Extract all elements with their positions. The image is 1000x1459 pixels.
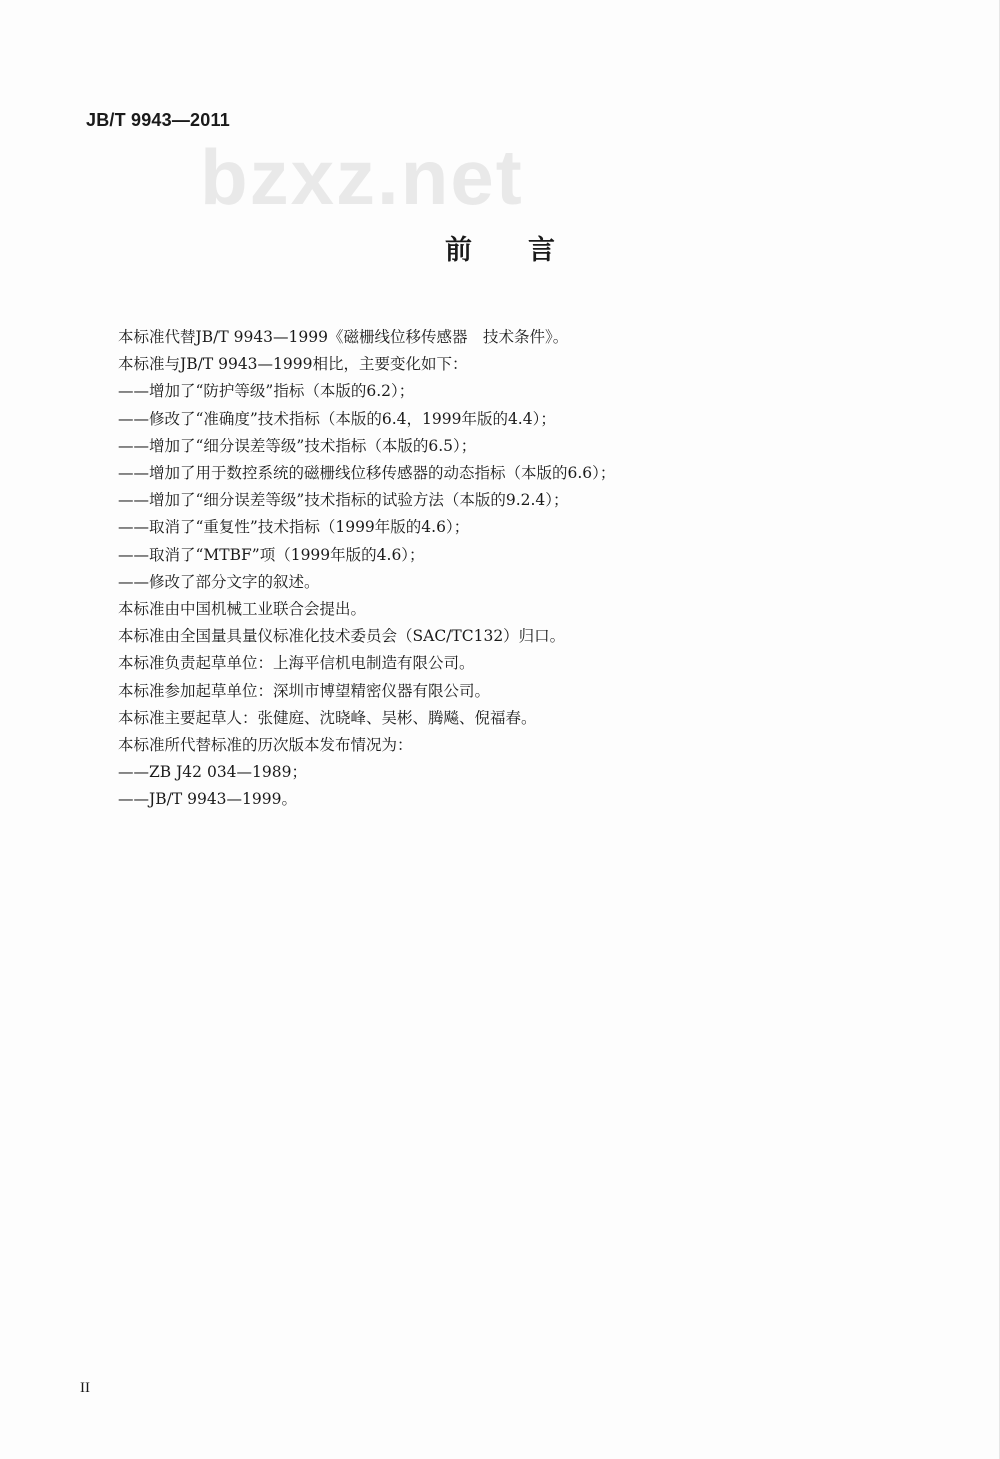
change-item: ——取消了“MTBF”项（1999年版的4.6）； [118,545,425,564]
title-char-2: 言 [528,235,555,266]
change-item: ——增加了用于数控系统的磁栅线位移传感器的动态指标（本版的6.6）； [118,464,616,483]
title-char-1: 前 [445,235,472,266]
change-item: ——增加了“细分误差等级”技术指标的试验方法（本版的9.2.4）； [118,491,569,510]
page-title [0,228,1000,267]
change-item: ——增加了“细分误差等级”技术指标（本版的6.5）； [118,436,477,455]
paragraph-line: 本标准代替JB/T 9943—1999《磁栅线位移传感器 技术条件》。 [118,328,569,346]
standard-code: JB/T 9943—2011 [86,110,230,130]
watermark-text: bzxz.net [200,133,524,221]
paragraph-line: 本标准负责起草单位：上海平信机电制造有限公司。 [118,654,475,673]
page-number: II [80,1380,90,1396]
version-item: ——JB/T 9943—1999。 [118,790,297,809]
foreword-body [118,324,938,814]
change-item: ——取消了“重复性”技术指标（1999年版的4.6）； [118,518,470,537]
change-item: ——修改了部分文字的叙述。 [118,572,320,591]
paragraph-line: 本标准由全国量具量仪标准化技术委员会（SAC/TC132）归口。 [118,627,566,646]
paragraph-line: 本标准主要起草人：张健庭、沈晓峰、吴彬、腾飚、倪福春。 [118,708,537,727]
paragraph-line: 本标准参加起草单位：深圳市博望精密仪器有限公司。 [118,681,491,700]
paragraph-line: 本标准与JB/T 9943—1999相比，主要变化如下： [118,355,468,374]
change-item: ——修改了“准确度”技术指标（本版的6.4，1999年版的4.4）； [118,409,556,428]
paragraph-line: 本标准所代替标准的历次版本发布情况为： [118,736,413,755]
version-item: ——ZB J42 034—1989； [118,763,307,782]
change-item: ——增加了“防护等级”指标（本版的6.2）； [118,382,415,401]
paragraph-line: 本标准由中国机械工业联合会提出。 [118,600,367,619]
